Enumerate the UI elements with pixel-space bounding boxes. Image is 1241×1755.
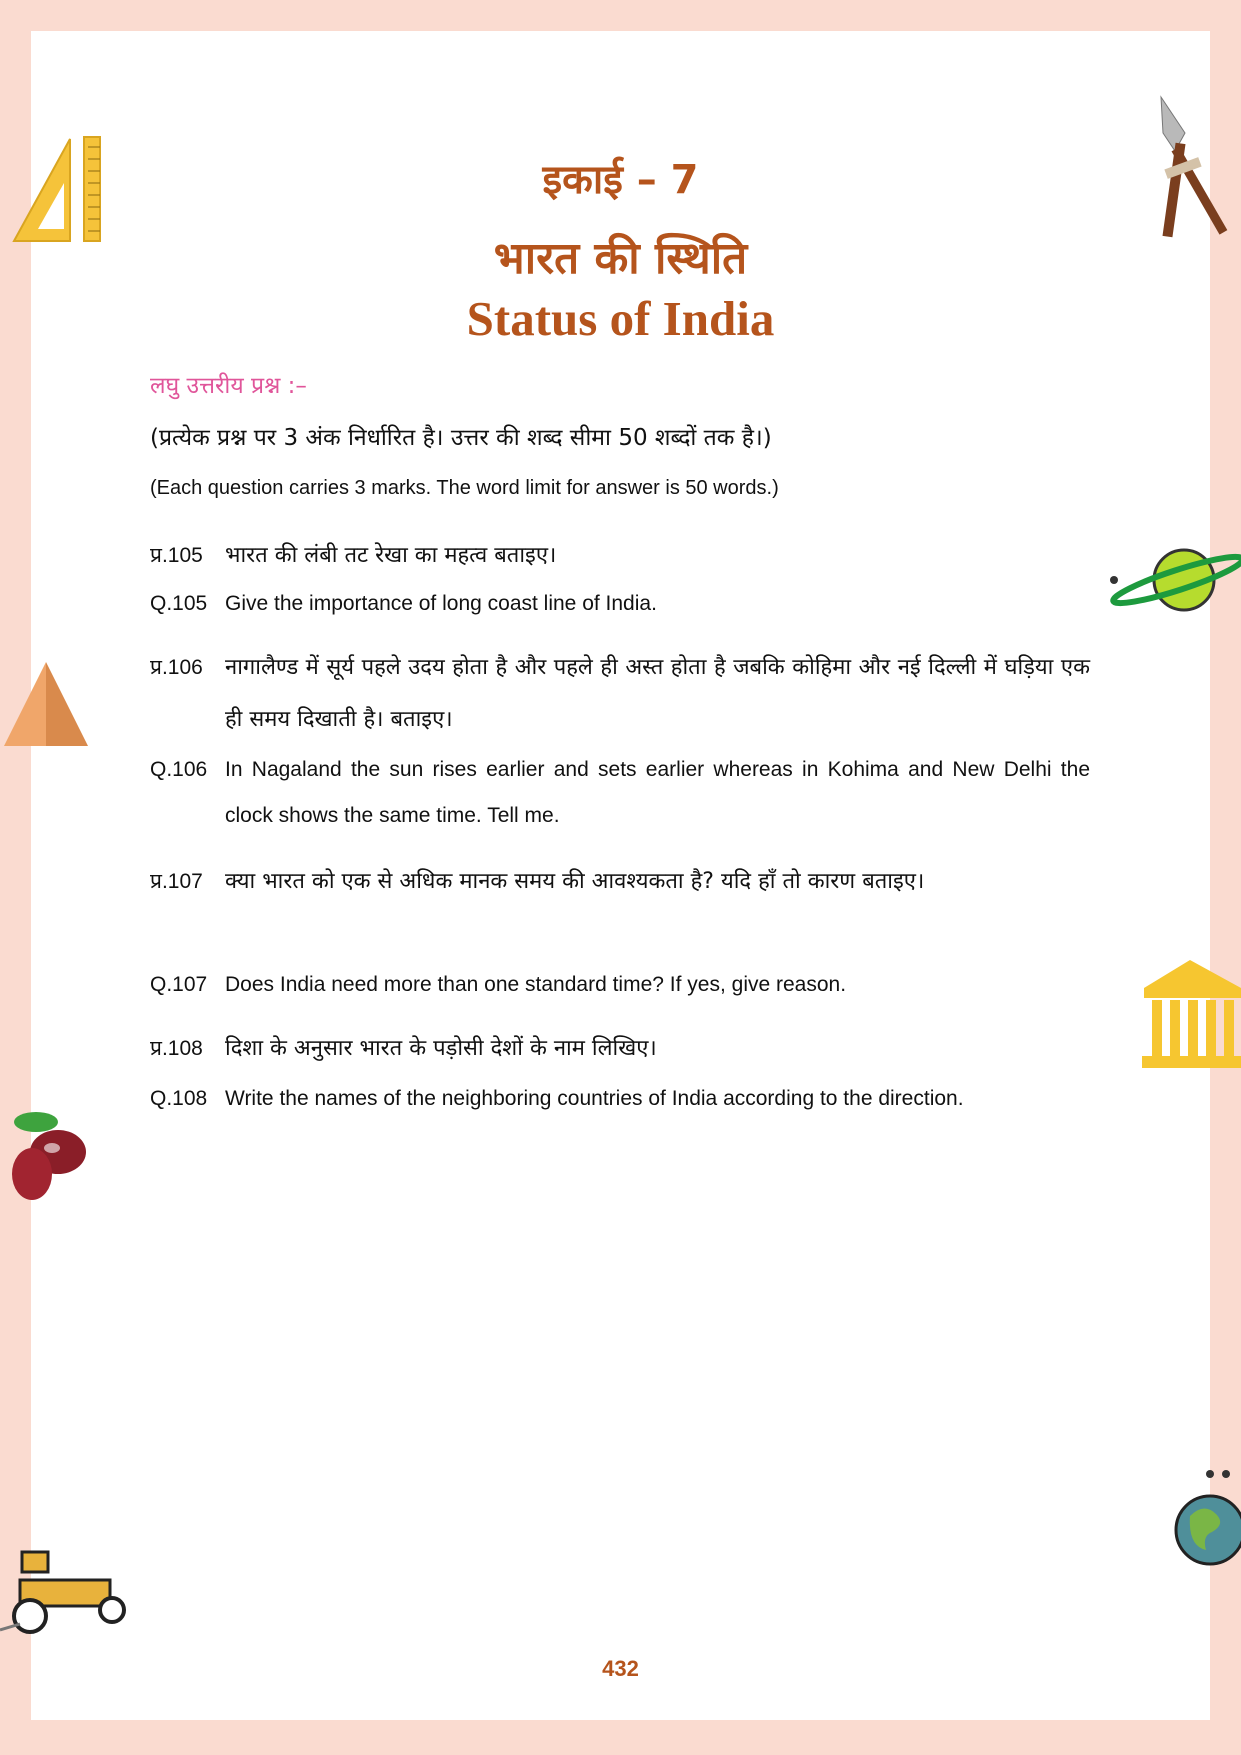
- section-heading: लघु उत्तरीय प्रश्न :–: [150, 373, 307, 399]
- question-text: Give the importance of long coast line of India.: [225, 592, 657, 615]
- beans-icon: [6, 1108, 88, 1204]
- question-text: Does India need more than one standard time? If yes, give reason.: [225, 973, 847, 996]
- globe-icon: [1170, 1468, 1241, 1572]
- instruction-english: (Each question carries 3 marks. The word limit for answer is 50 words.): [150, 477, 779, 499]
- question-106-english: [150, 747, 1090, 839]
- question-number: Q.106: [150, 758, 208, 781]
- question-107-hindi: [150, 856, 1090, 908]
- question-105-english: [150, 581, 1090, 627]
- question-number: प्र.106: [150, 656, 203, 679]
- question-text: भारत की लंबी तट रेखा का महत्व बताइए।: [225, 543, 557, 568]
- unit-title: इकाई – 7: [542, 157, 699, 203]
- question-108-english: [150, 1076, 1090, 1122]
- question-text: क्या भारत को एक से अधिक मानक समय की आवश्यकता है? यदि हाँ तो कारण बताइए।: [225, 869, 925, 894]
- question-text: Write the names of the neighboring countries of India according to the direction.: [225, 1087, 964, 1110]
- instruction-hindi: (प्रत्येक प्रश्न पर 3 अंक निर्धारित है। उत्तर की शब्द सीमा 50 शब्दों तक है।): [150, 425, 772, 451]
- greek-temple-icon: [1140, 958, 1241, 1070]
- question-number: प्र.105: [150, 544, 203, 567]
- question-number: प्र.108: [150, 1037, 203, 1060]
- question-text: In Nagaland the sun rises earlier and sets earlier whereas in Kohima and New Delhi the clock shows the same time. Tell me.: [225, 758, 1090, 827]
- question-106-hindi: [150, 642, 1090, 746]
- question-number: प्र.107: [150, 870, 203, 893]
- question-number: Q.107: [150, 973, 208, 996]
- page-number: 432: [602, 1656, 639, 1681]
- chapter-title-hindi: भारत की स्थिति: [493, 233, 748, 284]
- question-108-hindi: [150, 1023, 1090, 1075]
- chapter-title-english: Status of India: [466, 291, 775, 346]
- question-105-hindi: [150, 530, 1090, 582]
- pyramid-icon: [2, 660, 90, 748]
- question-number: Q.105: [150, 592, 208, 615]
- question-text: दिशा के अनुसार भारत के पड़ोसी देशों के नाम लिखिए।: [225, 1036, 657, 1061]
- vintage-car-icon: [0, 1540, 130, 1640]
- question-107-english: [150, 962, 1090, 1008]
- question-text: नागालैण्ड में सूर्य पहले उदय होता है और पहले ही अस्त होता है जबकि कोहिमा और नई दिल्ली में घड़िया एक ही समय दिखाती है। बताइए।: [225, 655, 1090, 732]
- question-number: Q.108: [150, 1087, 208, 1110]
- saturn-planet-icon: [1108, 545, 1241, 615]
